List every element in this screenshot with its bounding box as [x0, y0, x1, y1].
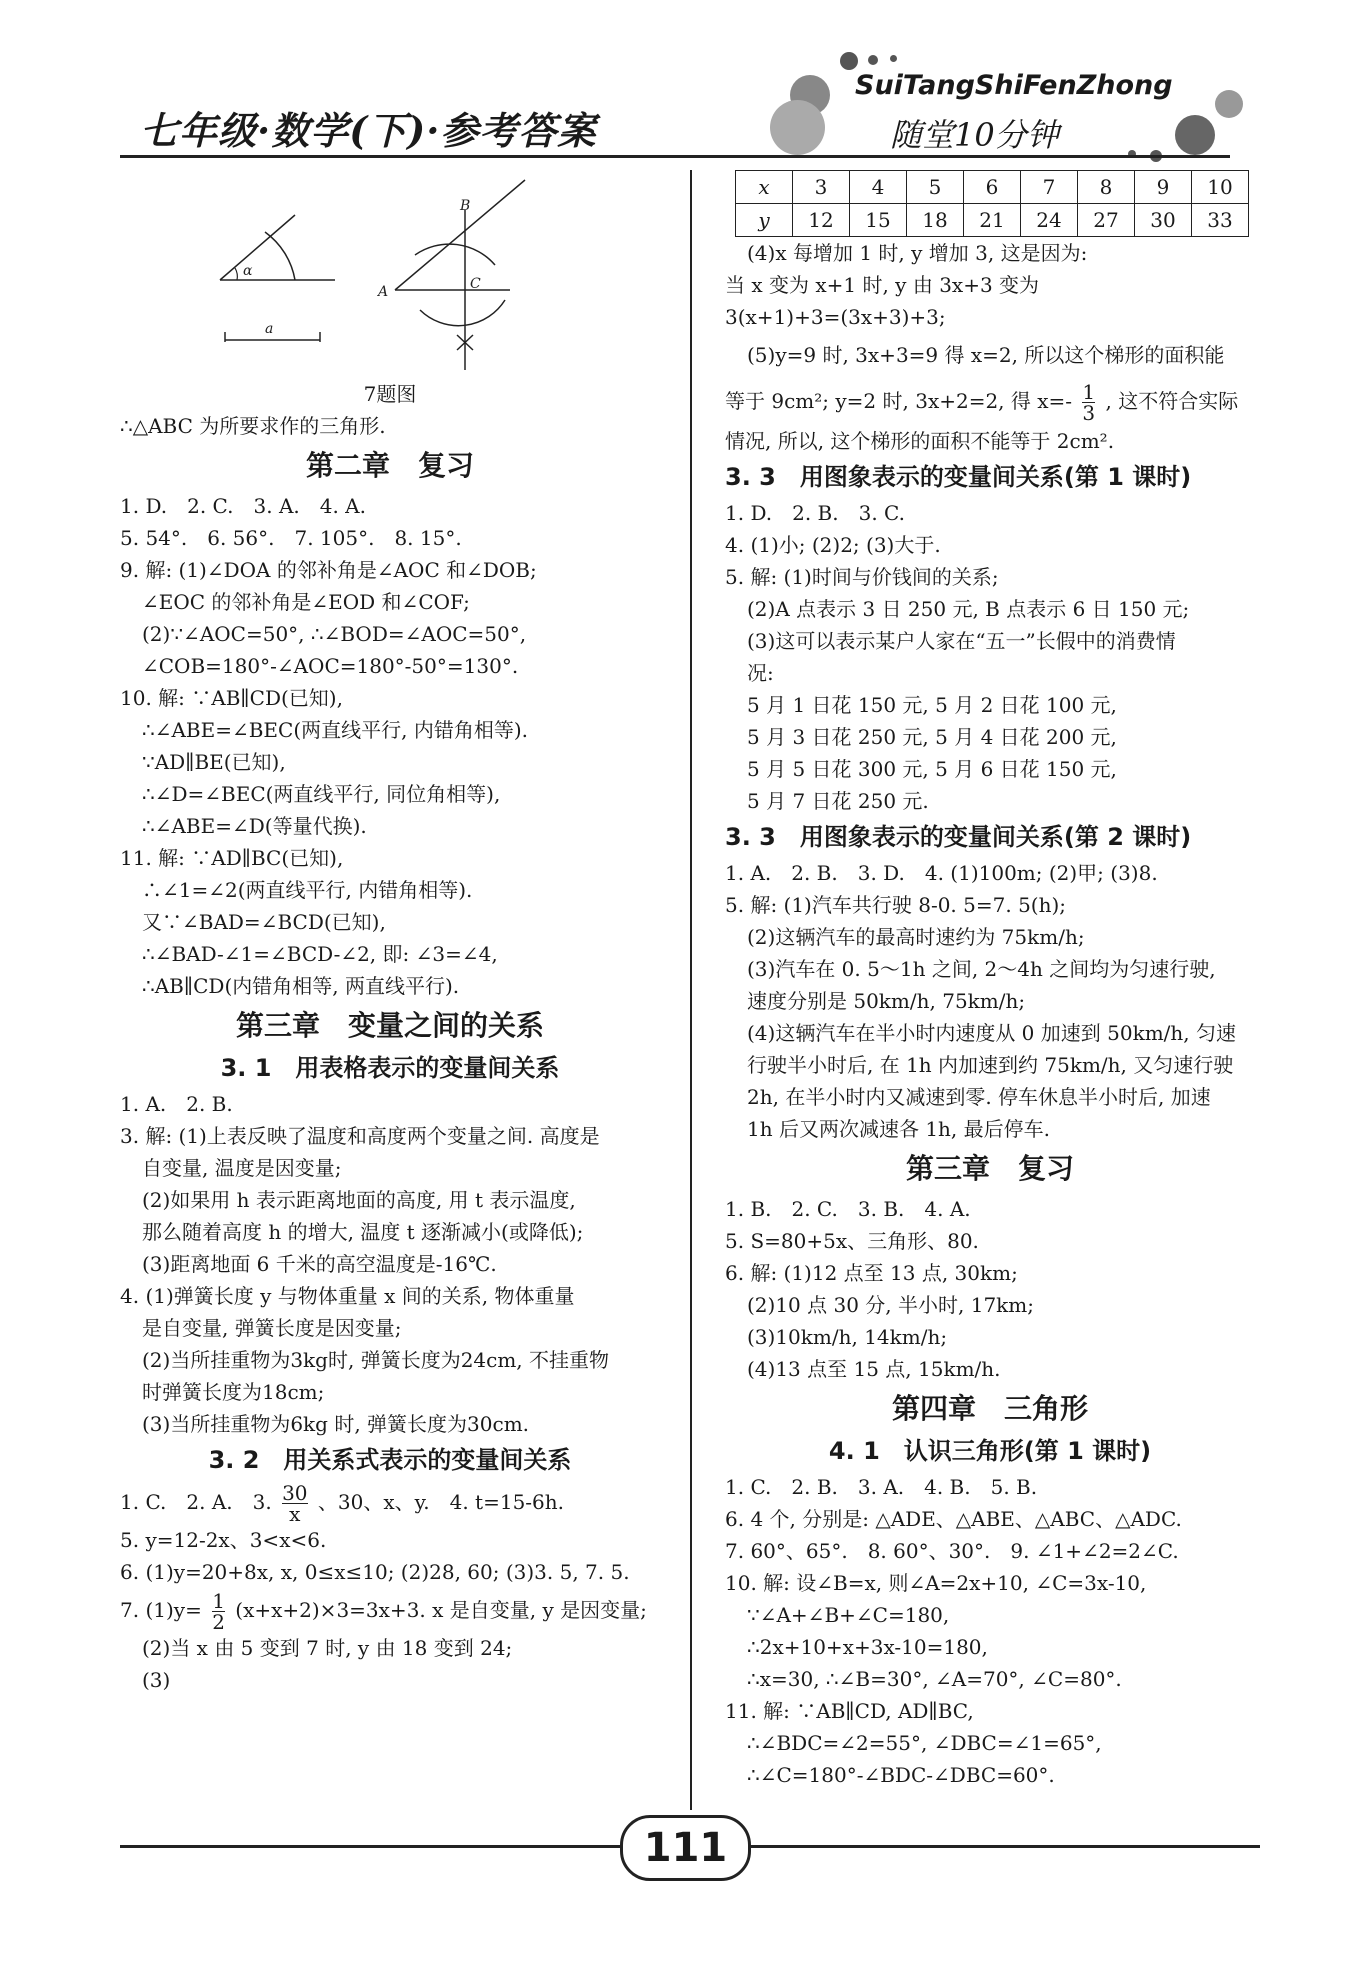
fraction: $\frac{1}{3}$: [1082, 380, 1096, 425]
brand-chinese: 随堂10分钟: [890, 116, 1059, 154]
text-line: 4. (1)小; (2)2; (3)大于.: [725, 533, 941, 557]
chapter-heading: 第三章 复习: [905, 1152, 1074, 1185]
text-line: 行驶半小时后, 在 1h 内加速到约 75km/h, 又匀速行驶: [747, 1053, 1234, 1077]
header-title: 七年级·数学(下)·参考答案: [140, 108, 597, 153]
text-line: ∴AB∥CD(内错角相等, 两直线平行).: [142, 974, 460, 998]
chapter-heading: 第二章 复习: [305, 449, 474, 482]
text-line: 5 月 1 日花 150 元, 5 月 2 日花 100 元,: [747, 693, 1117, 717]
text-line: (2)如果用 h 表示距离地面的高度, 用 t 表示温度,: [142, 1188, 576, 1212]
text-line: (2)当 x 由 5 变到 7 时, y 由 18 变到 24;: [142, 1636, 513, 1660]
text-line: (4)x 每增加 1 时, y 增加 3, 这是因为:: [747, 241, 1088, 265]
text-line: 10. 解: ∵AB∥CD(已知),: [120, 686, 343, 710]
fraction: $\frac{30}{x}$: [282, 1481, 308, 1526]
text-line: (3): [142, 1668, 171, 1692]
section-heading: 3. 2 用关系式表示的变量间关系: [208, 1446, 572, 1474]
text-line: ∴x=30, ∴∠B=30°, ∠A=70°, ∠C=80°.: [747, 1667, 1122, 1691]
text-line: 4. (1)弹簧长度 y 与物体重量 x 间的关系, 物体重量: [120, 1284, 575, 1308]
text-line: 1. B. 2. C. 3. B. 4. A.: [725, 1197, 971, 1221]
alpha-label: α: [243, 263, 253, 279]
text-line: ∴∠C=180°-∠BDC-∠DBC=60°.: [747, 1763, 1055, 1787]
decor-dot: [1175, 115, 1215, 155]
table-row: x 3 4 5 6 7 8 9 10: [736, 171, 1249, 204]
text-line: 10. 解: 设∠B=x, 则∠A=2x+10, ∠C=3x-10,: [725, 1571, 1147, 1595]
segment-a-label: a: [265, 321, 274, 337]
decor-dot: [868, 55, 878, 65]
text-line: 5. y=12-2x、3<x<6.: [120, 1528, 327, 1552]
text-line: 5 月 7 日花 250 元.: [747, 789, 929, 813]
text-line: 当 x 变为 x+1 时, y 由 3x+3 变为: [725, 273, 1040, 297]
text-line: 5 月 3 日花 250 元, 5 月 4 日花 200 元,: [747, 725, 1117, 749]
construction-diagram: [120, 170, 660, 370]
text-line: (2)10 点 30 分, 半小时, 17km;: [747, 1293, 1035, 1317]
text-line: 况:: [747, 661, 774, 685]
xy-table: [735, 170, 1249, 237]
section-heading: 4. 1 认识三角形(第 1 课时): [828, 1437, 1152, 1465]
text-line: (2)A 点表示 3 日 250 元, B 点表示 6 日 150 元;: [747, 597, 1190, 621]
point-c-label: C: [470, 276, 481, 292]
text-line: 5. S=80+5x、三角形、80.: [725, 1229, 979, 1253]
text-line: (4)13 点至 15 点, 15km/h.: [747, 1357, 1001, 1381]
text-line: 1. C. 2. A. 3. $\frac{30}{x}$ 、30、x、y. 4. t=15-6h.: [120, 1481, 565, 1526]
text-line: 1h 后又两次减速各 1h, 最后停车.: [747, 1117, 1050, 1141]
text-line: 1. C. 2. B. 3. A. 4. B. 5. B.: [725, 1475, 1038, 1499]
text-line: ∴△ABC 为所要求作的三角形.: [120, 414, 386, 438]
column-divider: [690, 170, 692, 1810]
text-line: ∵AD∥BE(已知),: [142, 750, 286, 774]
table-row: y 12 15 18 21 24 27 30 33: [736, 204, 1249, 237]
text-line: 等于 9cm²; y=2 时, 3x+2=2, 得 x=- $\frac{1}{3}$ , 这不符合实际: [725, 380, 1239, 425]
figure-7: [120, 170, 660, 340]
text-line: ∴∠1=∠2(两直线平行, 内错角相等).: [142, 878, 473, 902]
text-line: 7. (1)y= $\frac{1}{2}$ (x+x+2)×3=3x+3. x 是自变量, y 是因变量;: [120, 1589, 647, 1634]
text-line: ∴2x+10+x+3x-10=180,: [747, 1635, 988, 1659]
point-b-label: B: [460, 198, 471, 214]
text-line: (3)这可以表示某户人家在“五一”长假中的消费情: [747, 629, 1176, 653]
text-line: 1. D. 2. C. 3. A. 4. A.: [120, 494, 366, 518]
text-line: (3)汽车在 0. 5～1h 之间, 2～4h 之间均为匀速行驶,: [747, 957, 1216, 981]
text-line: 1. D. 2. B. 3. C.: [725, 501, 905, 525]
fraction: $\frac{1}{2}$: [212, 1589, 225, 1634]
text-line: 自变量, 温度是因变量;: [142, 1156, 342, 1180]
text-line: 那么随着高度 h 的增大, 温度 t 逐渐减小(或降低);: [142, 1220, 584, 1244]
point-a-label: A: [378, 284, 389, 300]
text-line: 又∵∠BAD=∠BCD(已知),: [142, 910, 386, 934]
left-column: [120, 170, 660, 1696]
text-line: ∠COB=180°-∠AOC=180°-50°=130°.: [142, 654, 519, 678]
text-line: 11. 解: ∵AD∥BC(已知),: [120, 846, 344, 870]
text-line: ∴∠ABE=∠D(等量代换).: [142, 814, 367, 838]
text-line: ∴∠D=∠BEC(两直线平行, 同位角相等),: [142, 782, 501, 806]
section-heading: 3. 1 用表格表示的变量间关系: [220, 1054, 560, 1082]
text-line: ∴∠BDC=∠2=55°, ∠DBC=∠1=65°,: [747, 1731, 1102, 1755]
text-line: ∴∠ABE=∠BEC(两直线平行, 内错角相等).: [142, 718, 529, 742]
chapter-heading: 第四章 三角形: [891, 1392, 1088, 1425]
section-heading: 3. 3 用图象表示的变量间关系(第 1 课时): [725, 463, 1192, 491]
text-line: 9. 解: (1)∠DOA 的邻补角是∠AOC 和∠DOB;: [120, 558, 537, 582]
brand-english: SuiTangShiFenZhong: [855, 70, 1173, 101]
text-line: 情况, 所以, 这个梯形的面积不能等于 2cm².: [725, 429, 1115, 453]
text-line: (2)这辆汽车的最高时速约为 75km/h;: [747, 925, 1085, 949]
text-line: (3)当所挂重物为6kg 时, 弹簧长度为30cm.: [142, 1412, 530, 1436]
chapter-heading: 第三章 变量之间的关系: [235, 1009, 544, 1042]
text-line: 1. A. 2. B.: [120, 1092, 233, 1116]
decor-dot: [840, 52, 858, 70]
section-heading: 3. 3 用图象表示的变量间关系(第 2 课时): [725, 823, 1192, 851]
text-line: (4)这辆汽车在半小时内速度从 0 加速到 50km/h, 匀速: [747, 1021, 1236, 1045]
header-rule: [120, 155, 1230, 158]
text-line: 11. 解: ∵AB∥CD, AD∥BC,: [725, 1699, 974, 1723]
text-line: (3)距离地面 6 千米的高空温度是-16℃.: [142, 1252, 497, 1276]
text-line: (2)当所挂重物为3kg时, 弹簧长度为24cm, 不挂重物: [142, 1348, 610, 1372]
text-line: 5 月 5 日花 300 元, 5 月 6 日花 150 元,: [747, 757, 1117, 781]
text-line: 6. 解: (1)12 点至 13 点, 30km;: [725, 1261, 1018, 1285]
text-line: 是自变量, 弹簧长度是因变量;: [142, 1316, 402, 1340]
text-line: ∵∠A+∠B+∠C=180,: [747, 1603, 950, 1627]
text-line: 7. 60°、65°. 8. 60°、30°. 9. ∠1+∠2=2∠C.: [725, 1539, 1179, 1563]
text-line: (5)y=9 时, 3x+3=9 得 x=2, 所以这个梯形的面积能: [747, 343, 1225, 367]
text-line: 时弹簧长度为18cm;: [142, 1380, 325, 1404]
text-line: 3. 解: (1)上表反映了温度和高度两个变量之间. 高度是: [120, 1124, 600, 1148]
figure-caption: 7题图: [363, 382, 417, 406]
text-line: 5. 54°. 6. 56°. 7. 105°. 8. 15°.: [120, 526, 462, 550]
text-line: 5. 解: (1)时间与价钱间的关系;: [725, 565, 999, 589]
text-line: 5. 解: (1)汽车共行驶 8-0. 5=7. 5(h);: [725, 893, 1067, 917]
text-line: 速度分别是 50km/h, 75km/h;: [747, 989, 1026, 1013]
text-line: (3)10km/h, 14km/h;: [747, 1325, 948, 1349]
text-line: 6. (1)y=20+8x, x, 0≤x≤10; (2)28, 60; (3)3. 5, 7. 5.: [120, 1560, 630, 1584]
text-line: ∠EOC 的邻补角是∠EOD 和∠COF;: [142, 590, 470, 614]
right-column: [725, 170, 1255, 1791]
text-line: 2h, 在半小时内又减速到零. 停车休息半小时后, 加速: [747, 1085, 1211, 1109]
text-line: 6. 4 个, 分别是: △ADE、△ABE、△ABC、△ADC.: [725, 1507, 1182, 1531]
text-line: ∴∠BAD-∠1=∠BCD-∠2, 即: ∠3=∠4,: [142, 942, 498, 966]
decor-dot: [1215, 90, 1243, 118]
page-number: 111: [620, 1815, 751, 1881]
text-line: 3(x+1)+3=(3x+3)+3;: [725, 305, 946, 329]
decor-dot: [890, 55, 897, 62]
text-line: (2)∵∠AOC=50°, ∴∠BOD=∠AOC=50°,: [142, 622, 527, 646]
decor-dot: [770, 100, 825, 155]
text-line: 1. A. 2. B. 3. D. 4. (1)100m; (2)甲; (3)8.: [725, 861, 1158, 885]
